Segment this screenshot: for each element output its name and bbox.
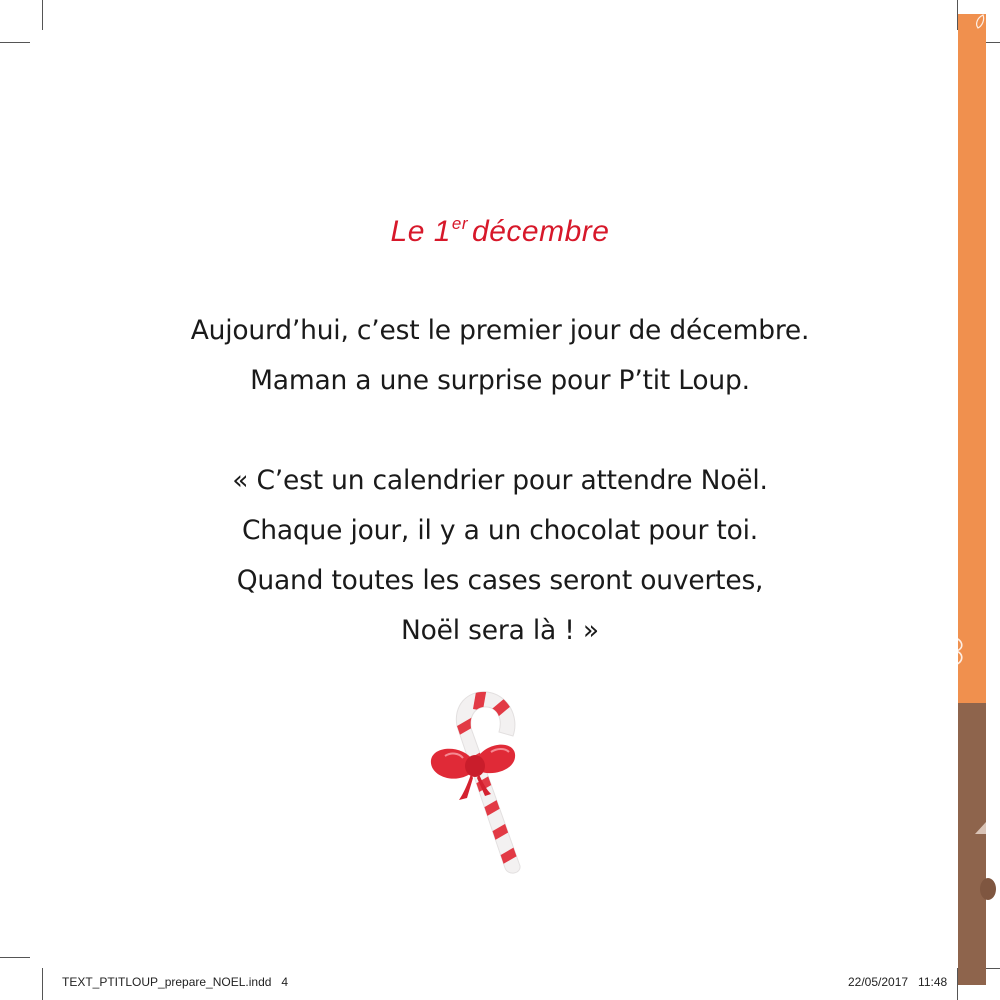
footer-date-time: 22/05/2017 11:48 bbox=[848, 975, 948, 989]
paragraph-1 bbox=[0, 306, 1000, 406]
crop-mark-top-left-h bbox=[0, 42, 30, 43]
circle-shape-icon bbox=[980, 878, 996, 900]
title-prefix: Le 1 bbox=[390, 215, 451, 248]
text-line: Chaque jour, il y a un chocolat pour toi. bbox=[241, 515, 759, 546]
title-superscript: er bbox=[451, 214, 469, 233]
text-line: Maman a une surprise pour P’tit Loup. bbox=[250, 365, 750, 396]
text-line: Aujourd’hui, c’est le premier jour de décembre. bbox=[190, 315, 810, 346]
paragraph-2 bbox=[0, 456, 1000, 656]
crop-mark-bottom-left-h bbox=[0, 957, 30, 958]
text-line: Quand toutes les cases seront ouvertes, bbox=[236, 565, 764, 596]
side-band-brown bbox=[958, 703, 986, 985]
title-suffix: décembre bbox=[472, 215, 610, 248]
crop-mark-bottom-left-v bbox=[42, 968, 43, 1000]
triangle-shape-icon bbox=[975, 822, 986, 834]
footer-file-name: TEXT_PTITLOUP_prepare_NOEL.indd 4 bbox=[62, 975, 289, 989]
text-line: « C’est un calendrier pour attendre Noël. bbox=[232, 465, 768, 496]
candy-cane-icon bbox=[425, 686, 530, 878]
crop-mark-top-left-v bbox=[42, 0, 43, 30]
leaf-outline-icon bbox=[974, 14, 986, 30]
text-line: Noël sera là ! » bbox=[401, 615, 599, 646]
page-title bbox=[0, 214, 1000, 249]
